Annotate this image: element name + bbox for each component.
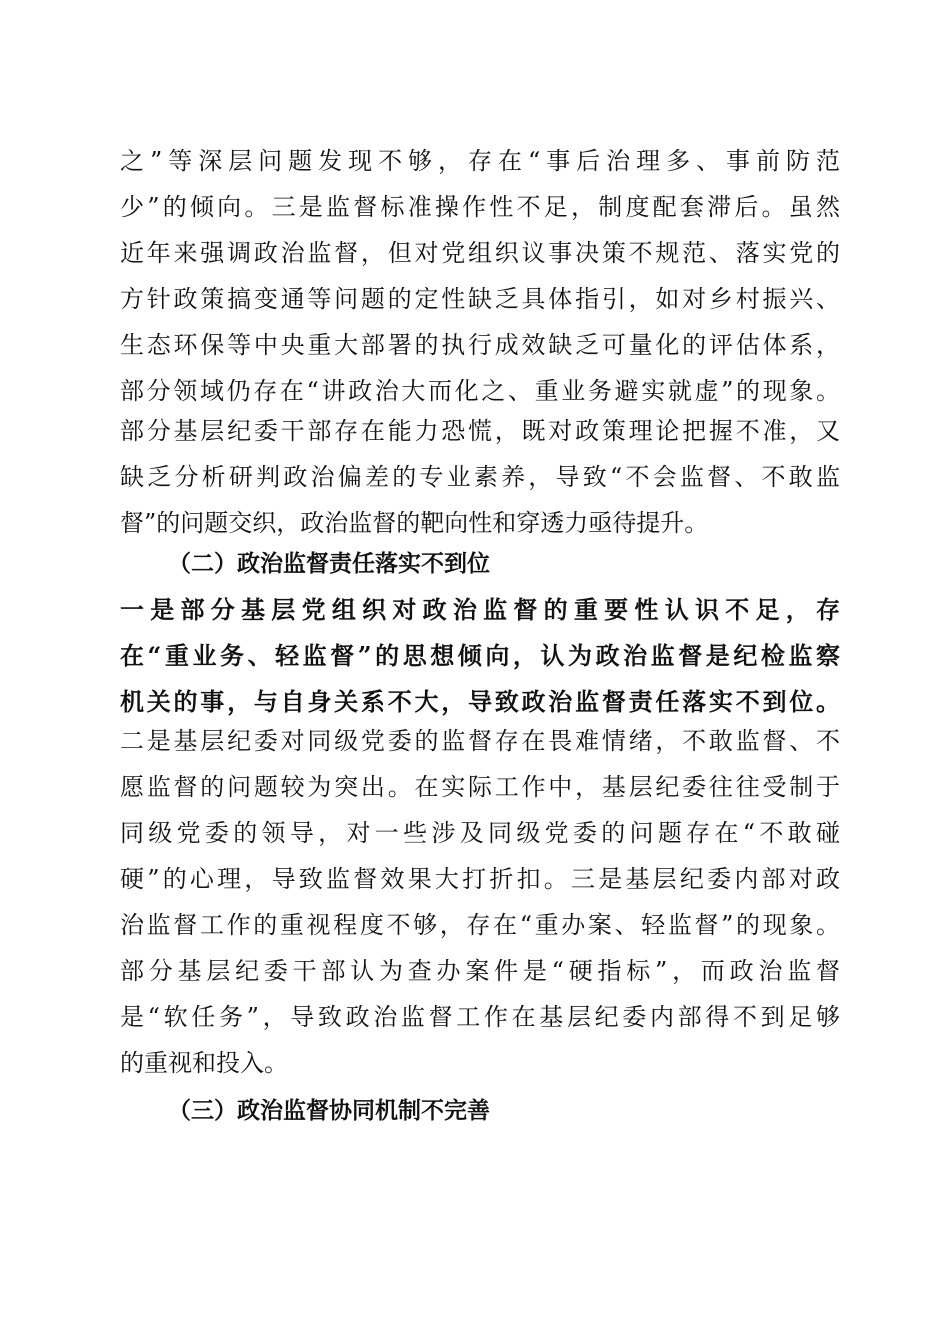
paragraph-line: 是“软任务”，导致政治监督工作在基层纪委内部得不到足够 [120,1003,840,1031]
paragraph-line: 愿监督的问题较为突出。在实际工作中，基层纪委往往受制于 [120,773,840,801]
paragraph-line: 生态环保等中央重大部署的执行成效缺乏可量化的评估体系， [120,331,840,359]
paragraph-line: 之”等深层问题发现不够，存在“事后治理多、事前防范 [120,147,840,175]
paragraph-line: 治监督工作的重视程度不够，存在“重办案、轻监督”的现象。 [120,911,840,939]
paragraph-line: 部分基层纪委干部存在能力恐慌，既对政策理论把握不准，又 [120,417,840,445]
paragraph-line: 同级党委的领导，对一些涉及同级党委的问题存在“不敢碰 [120,819,840,847]
paragraph-line: 部分基层纪委干部认为查办案件是“硬指标”，而政治监督 [120,957,840,985]
paragraph-line: 部分领域仍存在“讲政治大而化之、重业务避实就虚”的现象。 [120,377,840,405]
paragraph-line: 硬”的心理，导致监督效果大打折扣。三是基层纪委内部对政 [120,865,840,893]
paragraph-line: 近年来强调政治监督，但对党组织议事决策不规范、落实党的 [120,239,840,267]
paragraph-line: 方针政策搞变通等问题的定性缺乏具体指引，如对乡村振兴、 [120,285,840,313]
paragraph-line: 的重视和投入。 [120,1049,288,1077]
paragraph-line-bold: 机关的事，与自身关系不大，导致政治监督责任落实不到位。 [120,687,840,716]
paragraph-line: 二是基层纪委对同级党委的监督存在畏难情绪，不敢监督、不 [120,727,840,755]
paragraph-line: 少”的倾向。三是监督标准操作性不足，制度配套滞后。虽然 [120,193,840,221]
paragraph-line-bold: 在“重业务、轻监督”的思想倾向，认为政治监督是纪检监察 [120,641,840,670]
paragraph-line-bold: 一是部分基层党组织对政治监督的重要性认识不足，存 [120,595,840,624]
section-heading-2: （二）政治监督责任落实不到位 [168,551,490,577]
paragraph-line: 督”的问题交织，政治监督的靶向性和穿透力亟待提升。 [120,509,709,537]
section-heading-3: （三）政治监督协同机制不完善 [168,1098,490,1124]
paragraph-line: 缺乏分析研判政治偏差的专业素养，导致“不会监督、不敢监 [120,463,840,491]
